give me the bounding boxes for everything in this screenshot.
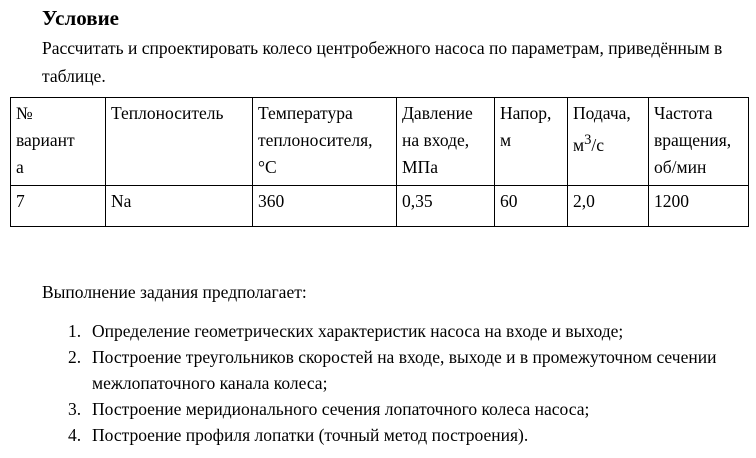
header-inlet-pressure: Давление на входе, МПа xyxy=(397,98,495,186)
cell-coolant: Na xyxy=(106,186,253,227)
cell-flow-rate: 2,0 xyxy=(568,186,649,227)
header-flow-rate xyxy=(568,98,649,186)
parameters-table xyxy=(10,97,749,227)
cell-temperature: 360 xyxy=(253,186,397,227)
header-coolant: Теплоноситель xyxy=(106,98,253,186)
header-rotation-speed: Частота вращения, об/мин xyxy=(649,98,749,186)
list-item xyxy=(42,396,732,422)
cell-rotation-speed: 1200 xyxy=(649,186,749,227)
list-item-text: Построение треугольников скоростей на входе, выходе и в промежуточном сечении межлопаточного канала колеса; xyxy=(92,347,717,393)
header-variant-line2: вариант xyxy=(16,130,75,150)
header-flow-text: Подача, м xyxy=(573,103,631,155)
tasks-intro: Выполнение задания предполагает: xyxy=(42,282,307,302)
list-item-text: Построение меридионального сечения лопаточного колеса насоса; xyxy=(92,399,590,419)
table-row xyxy=(11,186,749,227)
header-flow-tail: /с xyxy=(591,134,605,155)
list-item-number: 2. xyxy=(68,347,82,367)
cell-variant: 7 xyxy=(11,186,106,227)
list-item-number: 3. xyxy=(68,399,82,419)
intro-text: Рассчитать и спроектировать колесо центробежного насоса по параметрам, приведённым в таблице. xyxy=(42,38,723,86)
header-variant-line1: № xyxy=(16,103,33,123)
list-item-number: 4. xyxy=(68,425,82,445)
header-temperature: Температура теплоносителя, °С xyxy=(253,98,397,186)
list-item-text: Определение геометрических характеристик насоса на входе и выходе; xyxy=(92,321,624,341)
header-variant-line3: а xyxy=(16,157,24,177)
cell-head: 60 xyxy=(495,186,568,227)
list-item xyxy=(42,422,732,448)
header-flow-sup: 3 xyxy=(584,132,592,148)
list-item xyxy=(42,318,732,344)
table-header-row xyxy=(11,98,749,186)
section-heading: Условие xyxy=(42,6,119,30)
header-variant xyxy=(11,98,106,186)
list-item-number: 1. xyxy=(68,321,82,341)
cell-inlet-pressure: 0,35 xyxy=(397,186,495,227)
list-item xyxy=(42,344,732,396)
header-head: Напор, м xyxy=(495,98,568,186)
task-list xyxy=(42,318,732,448)
list-item-text: Построение профиля лопатки (точный метод построения). xyxy=(92,425,529,445)
